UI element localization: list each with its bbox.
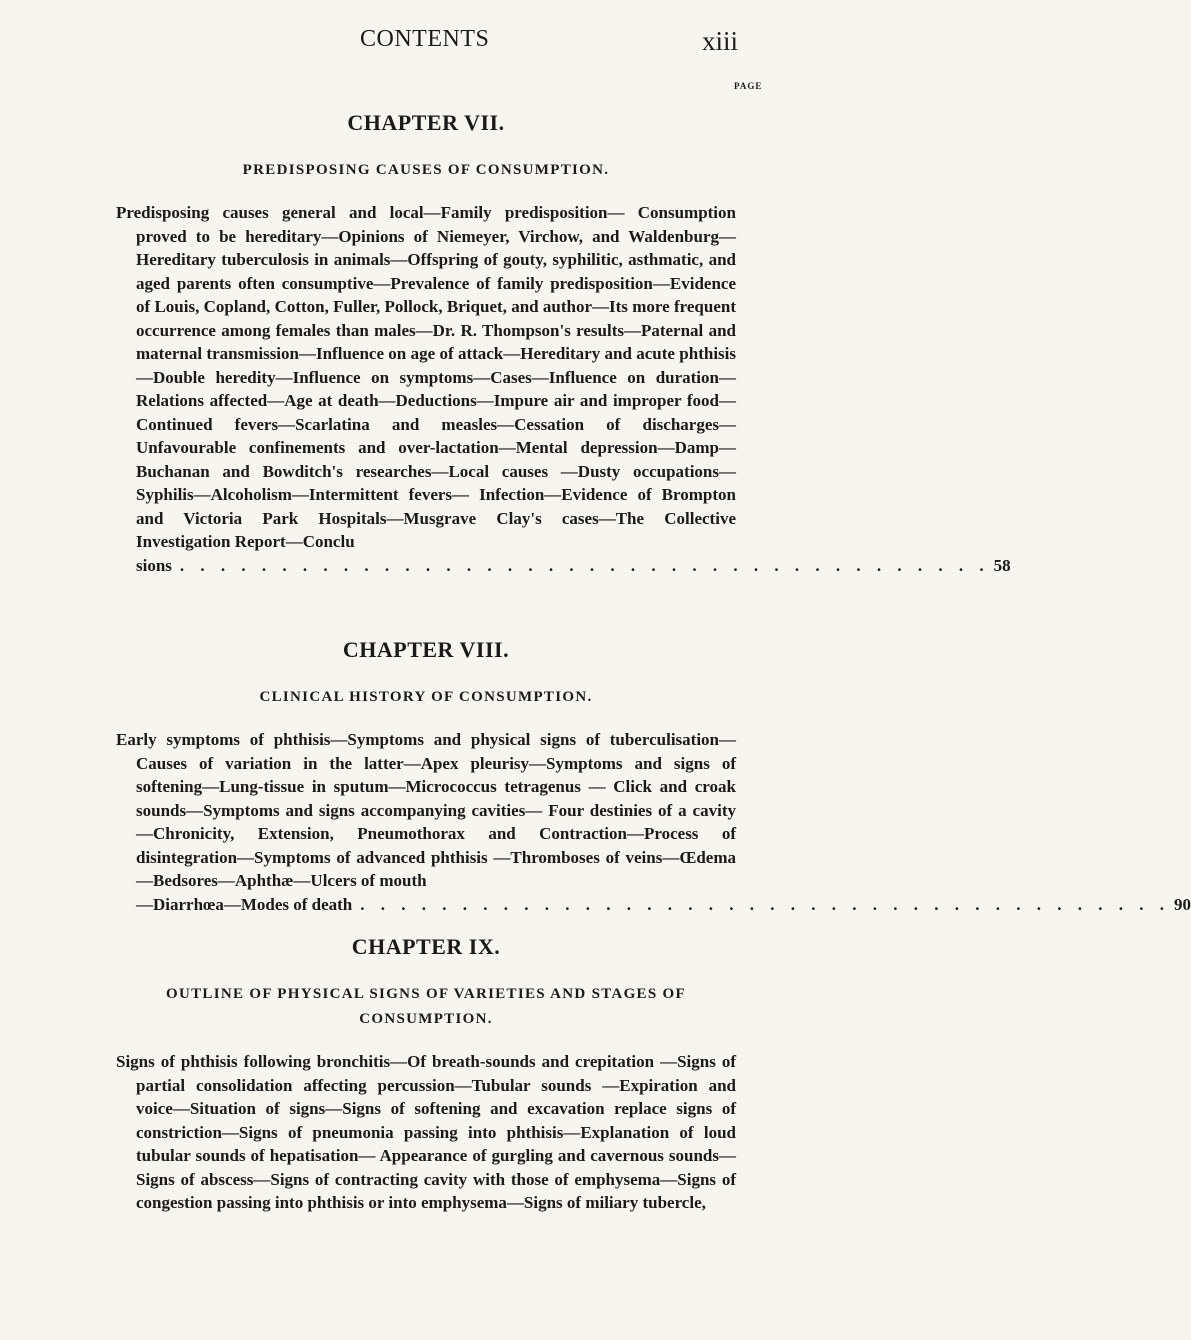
toc-entry-end	[116, 554, 1011, 578]
leader-dots: . . . . . . . . . . . . . . . . . . . . . . . . . . . . . . . . . . . . . . . .	[360, 894, 1171, 914]
page-number: xiii	[702, 26, 739, 56]
entry-last-line: sions	[136, 555, 172, 575]
chapter-viii	[116, 637, 1191, 916]
chapter-heading: CHAPTER VII.	[347, 110, 505, 135]
running-title: CONTENTS	[360, 26, 490, 52]
chapter-subtitle: PREDISPOSING CAUSES OF CONSUMPTION.	[242, 162, 610, 178]
chapter-subtitle: OUTLINE OF PHYSICAL SIGNS OF VARIETIES AND STAGES OF CONSUMPTION.	[166, 986, 686, 1027]
chapter-summary: Predisposing causes general and local—Family predisposition— Consumption proved to be hereditary—Opinions of Niemeyer, Virchow, and Waldenburg—Hereditary tuberculosis in animals—Offspring of gouty, syphilitic, asthmatic, and aged parents often consumptive—Prevalence of family predisposition—Evidence of Louis, Copland, Cotton, Fuller, Pollock, Briquet, and author—Its more frequent occurrence among females than males—Dr. R. Thompson's results—Paternal and maternal transmission—Influence on age of attack—Hereditary and acute phthisis —Double heredity—Influence on symptoms—Cases—Influence on duration—Relations affected—Age at death—Deductions—Impure air and improper food—Continued fevers—Scarlatina and measles—Cessation of discharges—Unfavourable confinements and over-lactation—Mental depression—Damp—Buchanan and Bowditch's researches—Local causes —Dusty occupations—Syphilis—Alcoholism—Intermittent fevers— Infection—Evidence of Brompton and Victoria Park Hospitals—Musgrave Clay's cases—The Collective Investigation Report—Conclu	[116, 203, 736, 551]
chapter-summary: Early symptoms of phthisis—Symptoms and physical signs of tuberculisation—Causes of variation in the latter—Apex pleurisy—Symptoms and signs of softening—Lung-tissue in sputum—Micrococcus tetragenus — Click and croak sounds—Symptoms and signs accompanying cavities— Four destinies of a cavity—Chronicity, Extension, Pneumothorax and Contraction—Process of disintegration—Symptoms of advanced phthisis —Thromboses of veins—Œdema—Bedsores—Aphthæ—Ulcers of mouth	[116, 730, 736, 890]
page-column-label: PAGE	[734, 81, 763, 91]
leader-dots: . . . . . . . . . . . . . . . . . . . . . . . . . . . . . . . . . . . . . . . .	[179, 555, 990, 575]
chapter-heading: CHAPTER VIII.	[342, 637, 510, 662]
entry-page-number: 90	[1174, 894, 1191, 914]
chapter-summary: Signs of phthisis following bronchitis—Of breath-sounds and crepitation —Signs of partial consolidation affecting percussion—Tubular sounds —Expiration and voice—Situation of signs—Signs of softening and excavation replace signs of constriction—Signs of pneumonia passing into phthisis—Explanation of loud tubular sounds of hepatisation— Appearance of gurgling and cavernous sounds—Signs of abscess—Signs of contracting cavity with those of emphysema—Signs of congestion passing into phthisis or into emphysema—Signs of miliary tubercle,	[116, 1052, 736, 1212]
toc-entry-end	[116, 893, 1191, 917]
running-header	[0, 26, 800, 66]
entry-page-number: 58	[993, 555, 1011, 575]
chapter-ix	[116, 934, 736, 1215]
chapter-vii	[116, 110, 1011, 577]
entry-last-line: —Diarrhœa—Modes of death	[136, 894, 353, 914]
chapter-subtitle: CLINICAL HISTORY OF CONSUMPTION.	[259, 689, 593, 705]
chapter-heading: CHAPTER IX.	[351, 934, 501, 959]
